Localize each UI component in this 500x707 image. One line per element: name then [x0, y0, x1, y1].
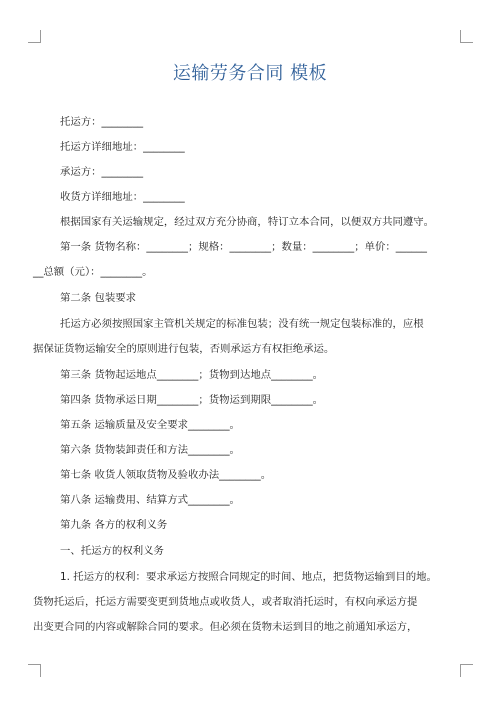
consignor-address-line: 托运方详细地址：________ [60, 141, 185, 153]
article-6-line: 第六条 货物装卸责任和方法________。 [60, 444, 240, 456]
packaging-paragraph-line-2: 据保证货物运输安全的原则进行包装，否则承运方有权拒绝承运。 [33, 343, 335, 355]
article-8-line: 第八条 运输费用、结算方式________。 [60, 494, 240, 506]
article-1-line: 第一条 货物名称：________；规格：________；数量：________；单价：______ [60, 241, 427, 253]
article-4-line: 第四条 货物承运日期________；货物运到期限________。 [60, 394, 324, 406]
crop-mark-top-right [460, 30, 473, 43]
consignor-rights-paragraph-line-2: 货物托运后，托运方需要变更到货地点或收货人，或者取消托运时，有权向承运方提 [33, 596, 418, 608]
article-5-line: 第五条 运输质量及安全要求________。 [60, 419, 240, 431]
article-2-heading: 第二条 包装要求 [60, 292, 137, 304]
article-7-line: 第七条 收货人领取货物及验收办法________。 [60, 469, 272, 481]
consignee-address-line: 收货方详细地址：________ [60, 191, 185, 203]
consignor-line: 托运方：________ [60, 116, 144, 128]
section-consignor-rights-heading: 一、托运方的权利义务 [60, 545, 164, 557]
crop-mark-bottom-right [460, 664, 473, 677]
consignor-rights-paragraph-line-3: 出变更合同的内容或解除合同的要求。但必须在货物未运到目的地之前通知承运方， [33, 621, 418, 633]
document-title: 运输劳务合同 模板 [172, 63, 328, 84]
article-9-heading: 第九条 各方的权利义务 [60, 519, 168, 531]
article-3-line: 第三条 货物起运地点________；货物到达地点________。 [60, 369, 324, 381]
crop-mark-top-left [28, 30, 41, 43]
carrier-line: 承运方：________ [60, 166, 144, 178]
preamble-paragraph: 根据国家有关运输规定，经过双方充分协商，特订立本合同，以便双方共同遵守。 [60, 216, 435, 228]
packaging-paragraph-line-1: 托运方必须按照国家主管机关规定的标准包装；没有统一规定包装标准的，应根 [60, 318, 424, 330]
article-1-total-line: __总额（元）：________。 [33, 266, 153, 278]
crop-mark-bottom-left [28, 664, 41, 677]
consignor-rights-paragraph-line-1: 1. 托运方的权利：要求承运方按照合同规定的时间、地点，把货物运输到目的地。 [60, 571, 437, 583]
